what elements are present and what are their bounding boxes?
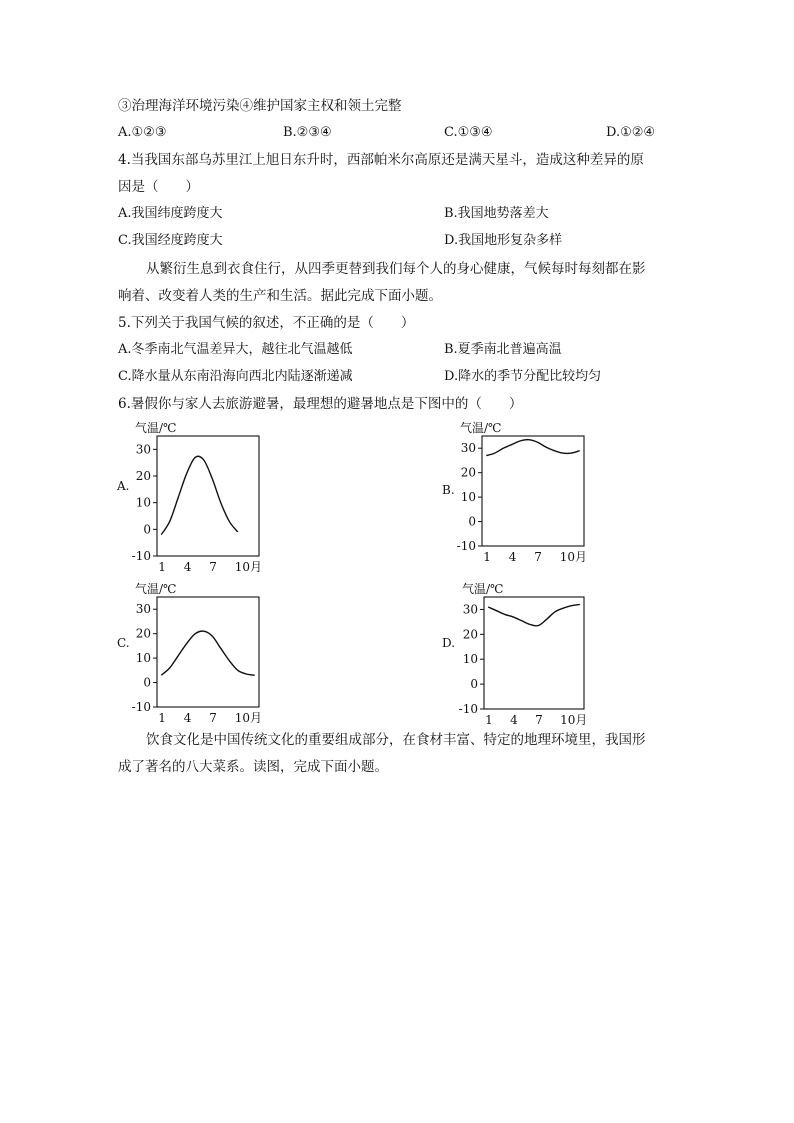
q4-stem-line2: 因是（ ） bbox=[118, 179, 199, 195]
climate-chart-c bbox=[115, 575, 295, 725]
chart-ytick-label: 20 bbox=[135, 626, 151, 641]
q3-option-d: D.①②④ bbox=[606, 125, 656, 140]
q6-stem: 6.暑假你与家人去旅游避暑，最理想的避暑地点是下图中的（ ） bbox=[118, 396, 523, 412]
chart-option-label: C. bbox=[117, 636, 130, 650]
chart-svg bbox=[440, 575, 620, 727]
chart-xtick-label: 1 bbox=[158, 560, 166, 574]
chart-ytick-label: 10 bbox=[462, 652, 478, 667]
chart-ytick-label: 0 bbox=[470, 677, 478, 692]
chart-ytick-label: 10 bbox=[135, 495, 151, 510]
chart-xtick-label: 7 bbox=[209, 711, 217, 725]
chart-option-label: D. bbox=[442, 636, 456, 650]
q4-option-d: D.我国地形复杂多样 bbox=[444, 233, 563, 248]
chart-xtick-label: 4 bbox=[510, 713, 518, 727]
q4-option-c: C.我国经度跨度大 bbox=[118, 233, 223, 248]
chart-xtick-label: 4 bbox=[183, 560, 192, 574]
chart-ytick-label: -10 bbox=[458, 702, 478, 716]
chart-svg bbox=[115, 418, 295, 574]
passage2-line1: 饮食文化是中国传统文化的重要组成部分，在食材丰富、特定的地理环境里，我国形 bbox=[146, 732, 646, 748]
chart-ytick-label: 20 bbox=[460, 465, 476, 480]
chart-xtick-label: 10月 bbox=[234, 711, 263, 725]
chart-ytick-label: 20 bbox=[135, 469, 151, 483]
passage2-line2: 成了著名的八大菜系。读图，完成下面小题。 bbox=[118, 759, 388, 775]
climate-chart-d bbox=[440, 575, 620, 727]
temperature-curve bbox=[161, 456, 238, 534]
chart-ytick-label: 0 bbox=[468, 514, 476, 529]
temperature-curve bbox=[161, 631, 255, 675]
chart-xtick-label: 10月 bbox=[559, 550, 588, 564]
chart-ytick-label: -10 bbox=[456, 539, 476, 553]
q5-option-c: C.降水量从东南沿海向西北内陆逐渐递减 bbox=[118, 369, 353, 384]
q5-option-d: D.降水的季节分配比较均匀 bbox=[444, 369, 602, 384]
q4-stem-line1: 4.当我国东部乌苏里江上旭日东升时，西部帕米尔高原还是满天星斗，造成这种差异的原 bbox=[118, 152, 644, 168]
chart-ytick-label: 30 bbox=[135, 442, 151, 457]
chart-xtick-label: 7 bbox=[534, 550, 542, 564]
chart-ytick-label: 0 bbox=[143, 675, 151, 690]
chart-ytick-label: -10 bbox=[131, 700, 151, 714]
chart-ylabel: 气温/℃ bbox=[462, 582, 504, 596]
q4-option-b: B.我国地势落差大 bbox=[444, 206, 549, 221]
chart-svg bbox=[440, 418, 620, 563]
q5-stem: 5.下列关于我国气候的叙述，不正确的是（ ） bbox=[118, 315, 415, 331]
chart-svg bbox=[115, 575, 295, 725]
chart-frame bbox=[484, 597, 584, 709]
q3-option-a: A.①②③ bbox=[118, 125, 167, 140]
passage1-line1: 从繁衍生息到衣食住行，从四季更替到我们每个人的身心健康，气候每时每刻都在影 bbox=[146, 261, 646, 277]
chart-ytick-label: 10 bbox=[460, 490, 476, 505]
climate-chart-b bbox=[440, 418, 620, 564]
chart-xtick-label: 7 bbox=[209, 560, 217, 574]
chart-ytick-label: 10 bbox=[135, 651, 151, 666]
q5-option-a: A.冬季南北气温差异大，越往北气温越低 bbox=[118, 342, 353, 357]
chart-ylabel: 气温/℃ bbox=[135, 582, 177, 596]
chart-ytick-label: 30 bbox=[462, 602, 478, 617]
chart-ytick-label: 0 bbox=[143, 522, 151, 537]
q3-stem-tail: ③治理海洋环境污染④维护国家主权和领土完整 bbox=[118, 98, 402, 114]
chart-xtick-label: 10月 bbox=[560, 713, 588, 727]
passage1-line2: 响着、改变着人类的生产和生活。据此完成下面小题。 bbox=[118, 288, 442, 304]
chart-xtick-label: 1 bbox=[485, 713, 493, 727]
q3-option-c: C.①③④ bbox=[444, 125, 493, 140]
climate-chart-a bbox=[115, 418, 295, 574]
chart-ylabel: 气温/℃ bbox=[460, 421, 502, 435]
chart-xtick-label: 1 bbox=[483, 550, 491, 564]
q4-option-a: A.我国纬度跨度大 bbox=[118, 206, 223, 221]
chart-ytick-label: 30 bbox=[460, 441, 476, 456]
temperature-curve bbox=[488, 604, 580, 625]
chart-ytick-label: 20 bbox=[462, 627, 478, 642]
temperature-curve bbox=[486, 440, 580, 456]
chart-xtick-label: 7 bbox=[535, 713, 543, 727]
chart-frame bbox=[157, 436, 259, 556]
chart-option-label: A. bbox=[117, 479, 130, 493]
chart-xtick-label: 4 bbox=[183, 711, 192, 725]
chart-option-label: B. bbox=[442, 483, 455, 497]
chart-frame bbox=[157, 597, 259, 707]
chart-xtick-label: 10月 bbox=[234, 560, 263, 574]
q5-option-b: B.夏季南北普遍高温 bbox=[444, 342, 562, 357]
chart-ytick-label: 30 bbox=[135, 602, 151, 617]
chart-ylabel: 气温/℃ bbox=[135, 421, 177, 435]
chart-xtick-label: 4 bbox=[508, 550, 517, 564]
q3-option-b: B.②③④ bbox=[283, 125, 332, 140]
chart-ytick-label: -10 bbox=[131, 549, 151, 563]
chart-xtick-label: 1 bbox=[158, 711, 166, 725]
